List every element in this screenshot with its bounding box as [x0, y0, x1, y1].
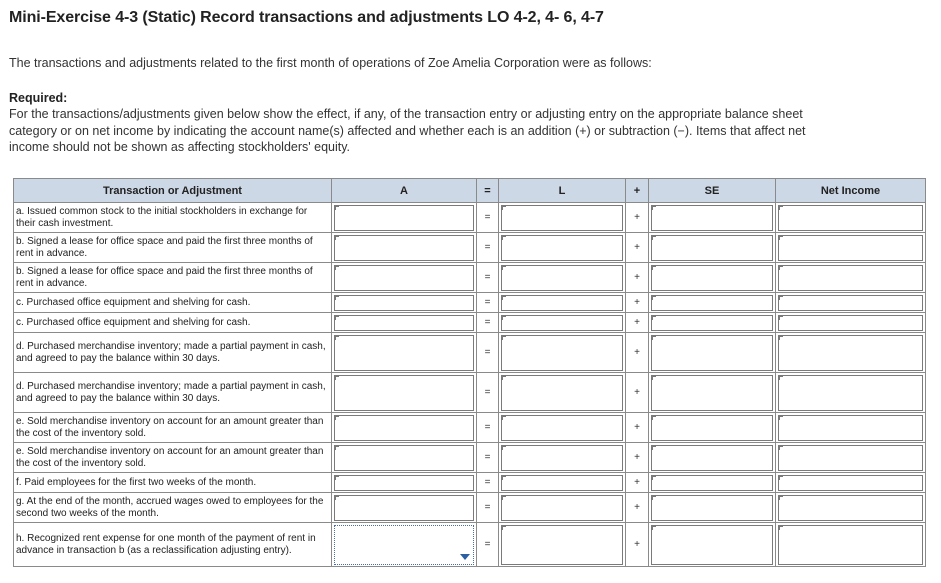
plus-sign: +: [626, 233, 649, 263]
liabilities-account-select[interactable]: [501, 295, 623, 311]
dropdown-marker-icon: [779, 316, 783, 320]
stockholders-equity-account-select[interactable]: [651, 335, 773, 371]
equals-sign: =: [477, 293, 499, 313]
plus-sign: +: [626, 473, 649, 493]
stockholders-equity-account-select[interactable]: [651, 315, 773, 331]
dropdown-marker-icon: [335, 206, 339, 210]
assets-account-select[interactable]: [334, 335, 474, 371]
equals-sign: =: [477, 203, 499, 233]
assets-account-select[interactable]: [334, 525, 474, 565]
liabilities-account-select[interactable]: [501, 475, 623, 491]
header-assets: A: [332, 179, 477, 203]
dropdown-marker-icon: [502, 476, 506, 480]
table-row: [14, 413, 926, 443]
equals-sign: =: [477, 473, 499, 493]
dropdown-marker-icon: [779, 266, 783, 270]
dropdown-marker-icon: [779, 526, 783, 530]
assets-account-select[interactable]: [334, 375, 474, 411]
assets-account-select[interactable]: [334, 205, 474, 231]
dropdown-marker-icon: [779, 416, 783, 420]
table-row: [14, 233, 926, 263]
dropdown-marker-icon: [502, 206, 506, 210]
assets-account-select[interactable]: [334, 495, 474, 521]
dropdown-marker-icon: [335, 266, 339, 270]
transaction-description: d. Purchased merchandise inventory; made a partial payment in cash, and agreed to pay the balance within 30 days.: [14, 333, 332, 373]
net-income-account-select[interactable]: [778, 475, 923, 491]
net-income-account-select[interactable]: [778, 375, 923, 411]
equals-sign: =: [477, 373, 499, 413]
dropdown-marker-icon: [502, 446, 506, 450]
table-row: [14, 493, 926, 523]
stockholders-equity-account-select[interactable]: [651, 205, 773, 231]
dropdown-marker-icon: [779, 296, 783, 300]
net-income-account-select[interactable]: [778, 445, 923, 471]
stockholders-equity-account-select[interactable]: [651, 295, 773, 311]
dropdown-marker-icon: [652, 496, 656, 500]
equals-sign: =: [477, 413, 499, 443]
net-income-account-select[interactable]: [778, 415, 923, 441]
assets-account-select[interactable]: [334, 295, 474, 311]
dropdown-marker-icon: [502, 236, 506, 240]
table-row: [14, 443, 926, 473]
transaction-description: g. At the end of the month, accrued wages owed to employees for the second two weeks of the month.: [14, 493, 332, 523]
dropdown-marker-icon: [502, 316, 506, 320]
assets-account-select[interactable]: [334, 265, 474, 291]
dropdown-marker-icon: [652, 316, 656, 320]
dropdown-marker-icon: [502, 526, 506, 530]
dropdown-marker-icon: [652, 526, 656, 530]
transaction-description: b. Signed a lease for office space and paid the first three months of rent in advance.: [14, 233, 332, 263]
dropdown-marker-icon: [335, 446, 339, 450]
plus-sign: +: [626, 443, 649, 473]
header-transaction: Transaction or Adjustment: [14, 179, 332, 203]
transaction-description: e. Sold merchandise inventory on account for an amount greater than the cost of the inventory sold.: [14, 443, 332, 473]
dropdown-marker-icon: [779, 236, 783, 240]
stockholders-equity-account-select[interactable]: [651, 375, 773, 411]
dropdown-marker-icon: [502, 376, 506, 380]
assets-account-select[interactable]: [334, 235, 474, 261]
stockholders-equity-account-select[interactable]: [651, 475, 773, 491]
equals-sign: =: [477, 263, 499, 293]
net-income-account-select[interactable]: [778, 335, 923, 371]
transaction-table: [13, 178, 926, 567]
dropdown-marker-icon: [652, 376, 656, 380]
stockholders-equity-account-select[interactable]: [651, 445, 773, 471]
liabilities-account-select[interactable]: [501, 265, 623, 291]
table-row: [14, 473, 926, 493]
dropdown-marker-icon: [652, 266, 656, 270]
assets-account-select[interactable]: [334, 315, 474, 331]
dropdown-marker-icon: [335, 416, 339, 420]
required-text: For the transactions/adjustments given below show the effect, if any, of the transaction entry or adjusting entry on the appropriate balance sheet category or on net income by indicating the account name(s) affected and whether each is an addition (+) or subtraction (−). Items that affect net income should not be shown as affecting stockholders' equity.: [9, 107, 806, 154]
dropdown-marker-icon: [779, 496, 783, 500]
dropdown-marker-icon: [779, 206, 783, 210]
dropdown-marker-icon: [502, 336, 506, 340]
transaction-description: h. Recognized rent expense for one month of the payment of rent in advance in transaction b (as a reclassification adjusting entry).: [14, 523, 332, 567]
assets-account-select[interactable]: [334, 445, 474, 471]
liabilities-account-select[interactable]: [501, 525, 623, 565]
table-row: [14, 373, 926, 413]
table-row: [14, 313, 926, 333]
equals-sign: =: [477, 333, 499, 373]
transaction-description: a. Issued common stock to the initial stockholders in exchange for their cash investment.: [14, 203, 332, 233]
plus-sign: +: [626, 413, 649, 443]
net-income-account-select[interactable]: [778, 495, 923, 521]
table-row: [14, 263, 926, 293]
equals-sign: =: [477, 313, 499, 333]
table-row: [14, 333, 926, 373]
liabilities-account-select[interactable]: [501, 315, 623, 331]
dropdown-marker-icon: [652, 476, 656, 480]
dropdown-marker-icon: [652, 236, 656, 240]
dropdown-marker-icon: [652, 416, 656, 420]
dropdown-marker-icon: [335, 316, 339, 320]
dropdown-marker-icon: [502, 266, 506, 270]
equals-sign: =: [477, 233, 499, 263]
liabilities-account-select[interactable]: [501, 205, 623, 231]
header-stockholders-equity: SE: [649, 179, 776, 203]
dropdown-marker-icon: [335, 496, 339, 500]
liabilities-account-select[interactable]: [501, 445, 623, 471]
table-header-row: [14, 179, 926, 203]
plus-sign: +: [626, 373, 649, 413]
transaction-description: c. Purchased office equipment and shelving for cash.: [14, 313, 332, 333]
dropdown-marker-icon: [652, 446, 656, 450]
dropdown-marker-icon: [502, 296, 506, 300]
stockholders-equity-account-select[interactable]: [651, 525, 773, 565]
dropdown-marker-icon: [779, 336, 783, 340]
dropdown-marker-icon: [335, 476, 339, 480]
page-title: Mini-Exercise 4-3 (Static) Record transactions and adjustments LO 4-2, 4- 6, 4-7: [9, 9, 604, 26]
equals-sign: =: [477, 493, 499, 523]
net-income-account-select[interactable]: [778, 205, 923, 231]
plus-sign: +: [626, 333, 649, 373]
net-income-account-select[interactable]: [778, 235, 923, 261]
net-income-account-select[interactable]: [778, 265, 923, 291]
plus-sign: +: [626, 313, 649, 333]
plus-sign: +: [626, 293, 649, 313]
table-row: [14, 293, 926, 313]
net-income-account-select[interactable]: [778, 525, 923, 565]
dropdown-marker-icon: [652, 336, 656, 340]
dropdown-marker-icon: [779, 476, 783, 480]
transaction-description: b. Signed a lease for office space and paid the first three months of rent in advance.: [14, 263, 332, 293]
net-income-account-select[interactable]: [778, 315, 923, 331]
transaction-description: f. Paid employees for the first two weeks of the month.: [14, 473, 332, 493]
header-net-income: Net Income: [776, 179, 926, 203]
header-liabilities: L: [499, 179, 626, 203]
table-row: [14, 523, 926, 567]
transaction-description: e. Sold merchandise inventory on account for an amount greater than the cost of the inventory sold.: [14, 413, 332, 443]
plus-sign: +: [626, 523, 649, 567]
liabilities-account-select[interactable]: [501, 335, 623, 371]
assets-account-select[interactable]: [334, 415, 474, 441]
dropdown-marker-icon: [335, 236, 339, 240]
required-label: Required:: [9, 91, 68, 105]
net-income-account-select[interactable]: [778, 295, 923, 311]
dropdown-caret-icon[interactable]: [460, 554, 470, 560]
dropdown-marker-icon: [502, 496, 506, 500]
transaction-description: c. Purchased office equipment and shelving for cash.: [14, 293, 332, 313]
header-plus: +: [626, 179, 649, 203]
stockholders-equity-account-select[interactable]: [651, 495, 773, 521]
stockholders-equity-account-select[interactable]: [651, 235, 773, 261]
stockholders-equity-account-select[interactable]: [651, 265, 773, 291]
table-row: [14, 203, 926, 233]
dropdown-marker-icon: [779, 446, 783, 450]
liabilities-account-select[interactable]: [501, 375, 623, 411]
transaction-description: d. Purchased merchandise inventory; made a partial payment in cash, and agreed to pay the balance within 30 days.: [14, 373, 332, 413]
plus-sign: +: [626, 493, 649, 523]
intro-text: The transactions and adjustments related to the first month of operations of Zoe Amelia Corporation were as follows:: [9, 56, 652, 70]
stockholders-equity-account-select[interactable]: [651, 415, 773, 441]
dropdown-marker-icon: [335, 336, 339, 340]
dropdown-marker-icon: [652, 206, 656, 210]
header-equals: =: [477, 179, 499, 203]
dropdown-marker-icon: [502, 416, 506, 420]
equals-sign: =: [477, 443, 499, 473]
plus-sign: +: [626, 263, 649, 293]
liabilities-account-select[interactable]: [501, 415, 623, 441]
liabilities-account-select[interactable]: [501, 235, 623, 261]
assets-account-select[interactable]: [334, 475, 474, 491]
dropdown-marker-icon: [335, 296, 339, 300]
equals-sign: =: [477, 523, 499, 567]
dropdown-marker-icon: [652, 296, 656, 300]
dropdown-marker-icon: [779, 376, 783, 380]
plus-sign: +: [626, 203, 649, 233]
liabilities-account-select[interactable]: [501, 495, 623, 521]
dropdown-marker-icon: [335, 376, 339, 380]
